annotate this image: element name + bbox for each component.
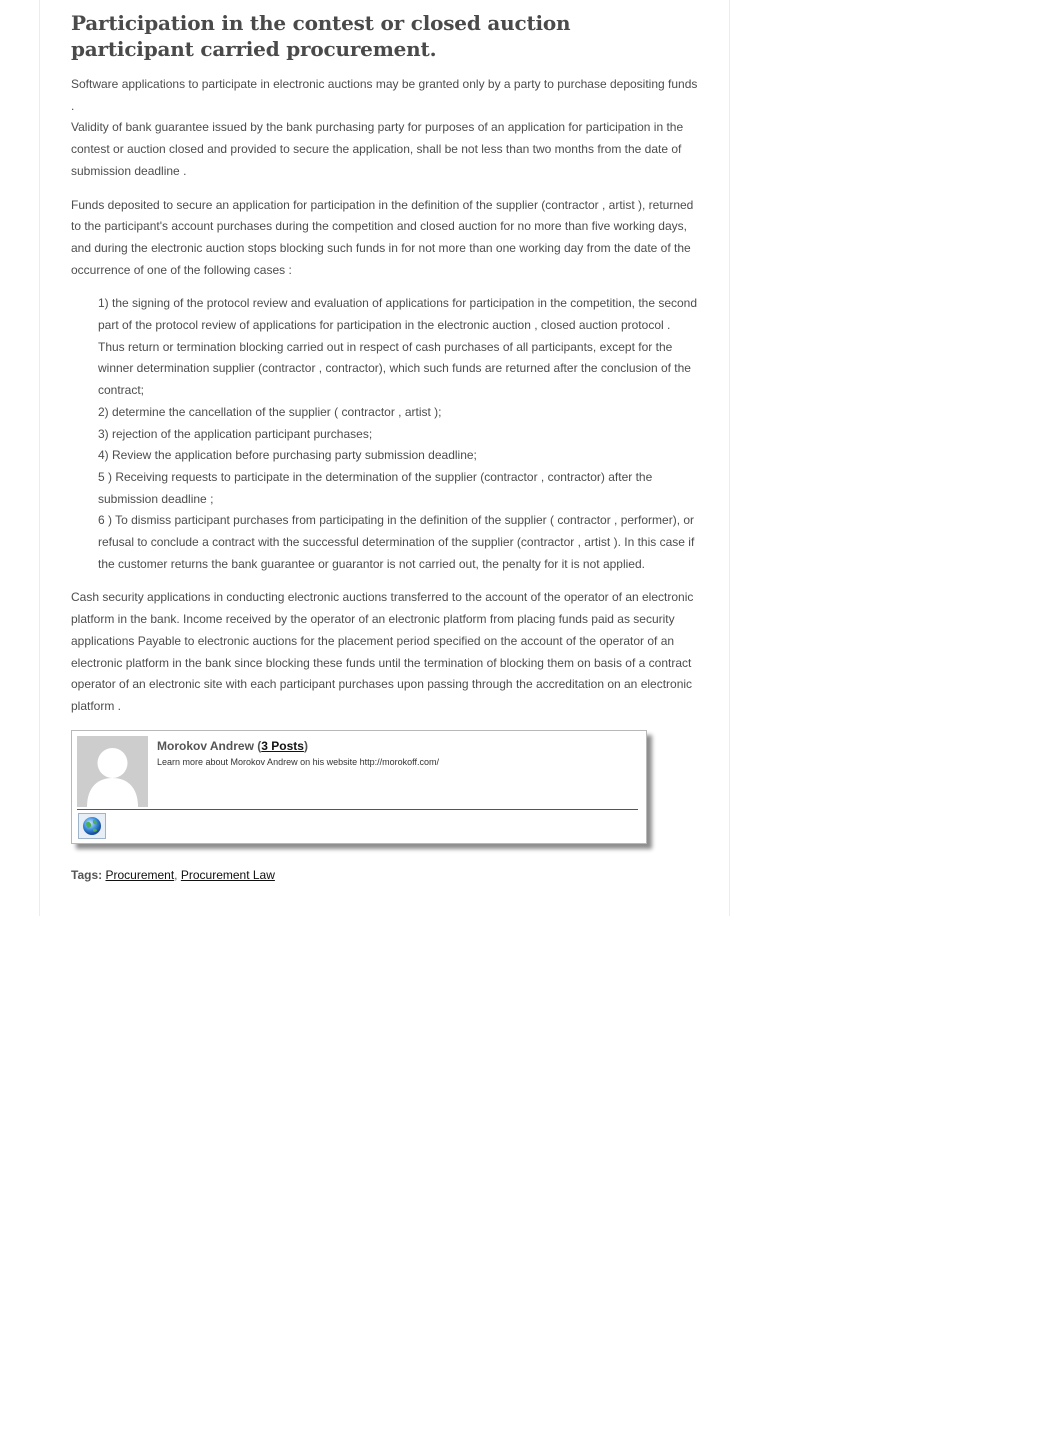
funds-paragraph: Funds deposited to secure an application for participation in the definition of the supplier (contractor , artist ), returned to the participant's account purchases during the competition and closed auction for no more than five working days, and during the electronic auction stops blocking such funds in for not more than one working day from the date of the occurrence of one of the following cases : (71, 197, 694, 277)
list-item: 4) Review the application before purchasing party submission deadline; (98, 448, 477, 463)
author-divider (77, 809, 638, 810)
paragraph-text: Validity of bank guarantee issued by the bank purchasing party for purposes of an application for participation in the contest or auction closed and provided to secure the application, shall be not less than two months from the date of submission deadline . (71, 120, 684, 178)
user-placeholder-icon (77, 736, 148, 807)
list-item: 1) the signing of the protocol review and evaluation of applications for participation in the competition, the second part of the protocol review of applications for participation in the electronic auction , closed auction protocol . Thus return or termination blocking carried out in respect of cash purchases of all participants, except for the winner determination supplier (contractor , contractor), which such funds are returned after the conclusion of the contract; (98, 296, 698, 398)
author-name-text: Morokov Andrew (157, 738, 254, 753)
author-name (157, 739, 308, 753)
author-description: Learn more about Morokov Andrew on his website http://morokoff.com/ (157, 756, 439, 767)
author-paren-close: ) (303, 738, 308, 753)
tag-link-procurement-law[interactable]: Procurement Law (180, 867, 275, 882)
intro-paragraph (71, 74, 699, 183)
post-tags (71, 868, 699, 882)
closing-paragraph: Cash security applications in conducting electronic auctions transferred to the account of the operator of an electronic platform in the bank. Income received by the operator of an electronic platform from placing funds paid as security applications Payable to electronic auctions for the placement period specified on the account of the operator of an electronic platform in the bank since blocking these funds until the termination of blocking them on basis of a contract operator of an electronic site with each participant purchases upon passing through the accreditation on an electronic platform . (71, 590, 694, 713)
tag-link-procurement[interactable]: Procurement (105, 867, 175, 882)
list-item: 2) determine the cancellation of the supplier ( contractor , artist ); (98, 404, 442, 419)
list-item: 6 ) To dismiss participant purchases from participating in the definition of the supplier ( contractor , performer), or refusal to conclude a contract with the successful determination of the supplier (contractor , artist ). In this case if the customer returns the bank guarantee or guarantor is not carried out, the penalty for it is not applied. (98, 513, 695, 571)
paragraph-text: Software applications to participate in electronic auctions may be granted only by a party to purchase depositing funds . (71, 77, 698, 113)
globe-icon[interactable] (78, 813, 106, 839)
list-item: 5 ) Receiving requests to participate in the determination of the supplier (contractor , contractor) after the submission deadline ; (98, 469, 653, 506)
author-posts-link[interactable]: 3 Posts (261, 738, 304, 753)
post-title: Participation in the contest or closed auction participant carried procurement. (71, 11, 571, 61)
author-box (71, 730, 647, 844)
case-list (98, 293, 699, 575)
tag-separator: , (174, 867, 181, 882)
list-item: 3) rejection of the application participant purchases; (98, 426, 373, 441)
content-column (39, 0, 730, 916)
tags-label: Tags: (71, 867, 103, 882)
post (71, 10, 699, 882)
author-paren-open: ( (253, 738, 262, 753)
post-body (71, 74, 699, 718)
